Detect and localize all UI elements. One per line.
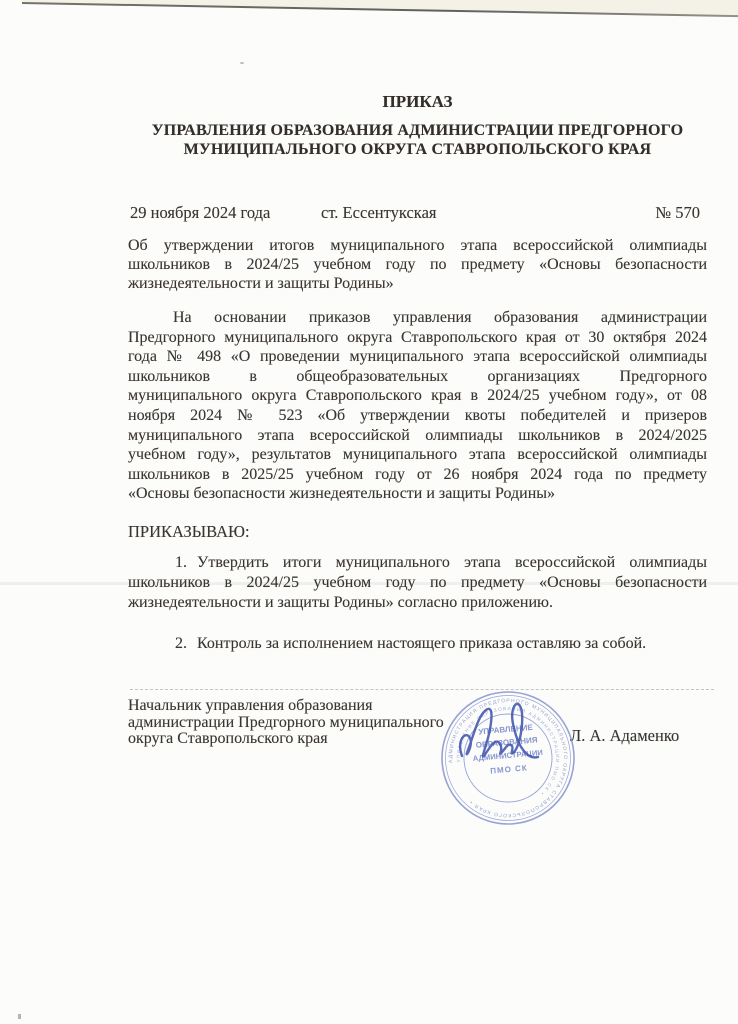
body-line: ноября 2024 № 523 «Об утверждении квоты победителей и призеров — [128, 406, 707, 424]
meta-row — [128, 203, 707, 225]
body-line: школьников в 2025/25 учебном году от 26 ноября 2024 года по предмету — [128, 465, 707, 483]
stamp-center-line: АДМИНИСТРАЦИИ — [472, 747, 544, 764]
signature-block — [128, 698, 707, 748]
org-name-line2: МУНИЦИПАЛЬНОГО ОКРУГА СТАВРОПОЛЬСКОГО КРАЯ — [183, 141, 652, 158]
resolution-heading: ПРИКАЗЫВАЮ: — [128, 522, 250, 541]
signer-name: Л. А. Адаменко — [570, 726, 680, 745]
subject-line: Об утверждении итогов муниципального этапа всероссийской олимпиады — [128, 237, 707, 254]
stamp-center-line: УПРАВЛЕНИЕ — [477, 722, 534, 737]
order-number: № 570 — [655, 203, 700, 222]
body-line: года № 498 «О проведении муниципального этапа всероссийской олимпиады — [128, 348, 707, 366]
body-line: «Основы безопасности жизнедеятельности и защиты Родины» — [128, 485, 556, 503]
subject-line: школьников в 2024/25 учебном году по предмету «Основы безопасности — [128, 256, 707, 273]
signer-position-line: администрации Предгорного муниципального — [128, 713, 444, 731]
body-line: На основании приказов управления образования администрации — [173, 309, 707, 326]
stamp-center-line: ПМО СК — [489, 763, 529, 776]
order-date: 29 ноября 2024 года — [130, 203, 271, 222]
item-2-text: Контроль за исполнением настоящего приказа оставляю за собой. — [197, 635, 647, 652]
stamp-center-line: ОБРАЗОВАНИЯ — [475, 735, 538, 750]
item-1-marker: 1. — [175, 554, 187, 571]
handwritten-signature — [448, 694, 548, 784]
body-line: Предгорного муниципального округа Ставропольского края от 30 октября 2024 — [128, 328, 707, 346]
order-place: ст. Ессентукская — [321, 203, 437, 222]
stamp-ring-text-inner: УПРАВЛЕНИЕ ОБРАЗОВАНИЯ АДМИНИСТРАЦИИ ПМО СК • — [455, 705, 561, 797]
item-2-marker: 2. — [175, 635, 187, 652]
scan-speck — [240, 62, 244, 64]
signer-position-line: Начальник управления образования — [128, 697, 373, 714]
issuing-organization — [118, 121, 717, 159]
signature-stroke — [448, 694, 548, 784]
scan-speck — [18, 1014, 21, 1019]
body-line: муниципального округа Ставропольского края в 2024/25 учебном году», от 08 — [128, 387, 707, 405]
stamp-ring-text-outer: АДМИНИСТРАЦИЯ ПРЕДГОРНОГО МУНИЦИПАЛЬНОГО ОКРУГА СТАВРОПОЛЬСКОГО КРАЯ • — [447, 697, 569, 819]
body-line: школьников в общеобразовательных организациях Предгорного — [128, 367, 707, 385]
subject-line: жизнедеятельности и защиты Родины» — [128, 275, 394, 292]
item-1-line: жизнедеятельности и защиты Родины» согласно приложению. — [128, 593, 553, 611]
document-title: ПРИКАЗ — [382, 92, 453, 111]
signer-position-line: округа Ставропольского края — [128, 730, 328, 747]
order-item-2 — [128, 634, 707, 654]
preamble-paragraph — [128, 308, 707, 504]
body-line: муниципального этапа всероссийской олимпиады школьников в 2024/2025 — [128, 426, 707, 444]
item-1-line: Утвердить итоги муниципального этапа всероссийской олимпиады — [197, 554, 707, 571]
dashed-separator-line — [130, 689, 714, 690]
order-item-1 — [128, 553, 707, 612]
subject-paragraph — [128, 236, 707, 293]
org-name-line1: УПРАВЛЕНИЯ ОБРАЗОВАНИЯ АДМИНИСТРАЦИИ ПРЕДГОРНОГО — [151, 122, 684, 139]
item-1-line: школьников в 2024/25 учебном году по предмету «Основы безопасности — [128, 573, 707, 591]
body-line: учебном году», результатов муниципального этапа всероссийской олимпиады — [128, 446, 707, 464]
